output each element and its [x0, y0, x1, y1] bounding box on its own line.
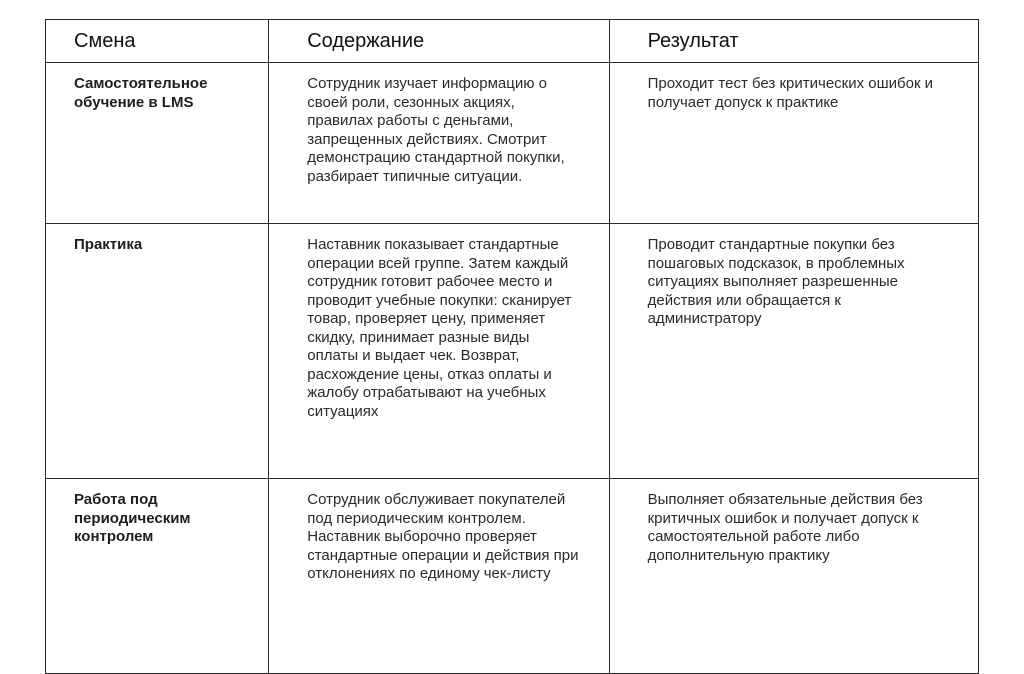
shift-cell: Практика [46, 224, 269, 479]
header-row [46, 20, 979, 63]
table-row [46, 479, 979, 674]
header-result: Результат [609, 20, 978, 63]
training-plan-table [45, 19, 979, 674]
table-row [46, 224, 979, 479]
content-cell: Наставник показывает стандартные операции всей группе. Затем каждый сотрудник готовит рабочее место и проводит учебные покупки: сканирует товар, проверяет цену, применяет скидку, принимает разные виды оплаты и выдает чек. Возврат, расхождение цены, отказ оплаты и жалобу отрабатывают на учебных ситуациях [269, 224, 609, 479]
table-header [46, 20, 979, 63]
header-content: Содержание [269, 20, 609, 63]
result-cell: Проходит тест без критических ошибок и получает допуск к практике [609, 63, 978, 224]
content-cell: Сотрудник изучает информацию о своей роли, сезонных акциях, правилах работы с деньгами, запрещенных действиях. Смотрит демонстрацию стандартной покупки, разбирает типичные ситуации. [269, 63, 609, 224]
table-body [46, 63, 979, 674]
header-shift: Смена [46, 20, 269, 63]
shift-cell: Работа под периодическим контролем [46, 479, 269, 674]
shift-cell: Самостоятельное обучение в LMS [46, 63, 269, 224]
table-row [46, 63, 979, 224]
content-cell: Сотрудник обслуживает покупателей под периодическим контролем. Наставник выборочно проверяет стандартные операции и действия при отклонениях по единому чек-листу [269, 479, 609, 674]
result-cell: Проводит стандартные покупки без пошаговых подсказок, в проблемных ситуациях выполняет разрешенные действия или обращается к администратору [609, 224, 978, 479]
result-cell: Выполняет обязательные действия без критичных ошибок и получает допуск к самостоятельной работе либо дополнительную практику [609, 479, 978, 674]
